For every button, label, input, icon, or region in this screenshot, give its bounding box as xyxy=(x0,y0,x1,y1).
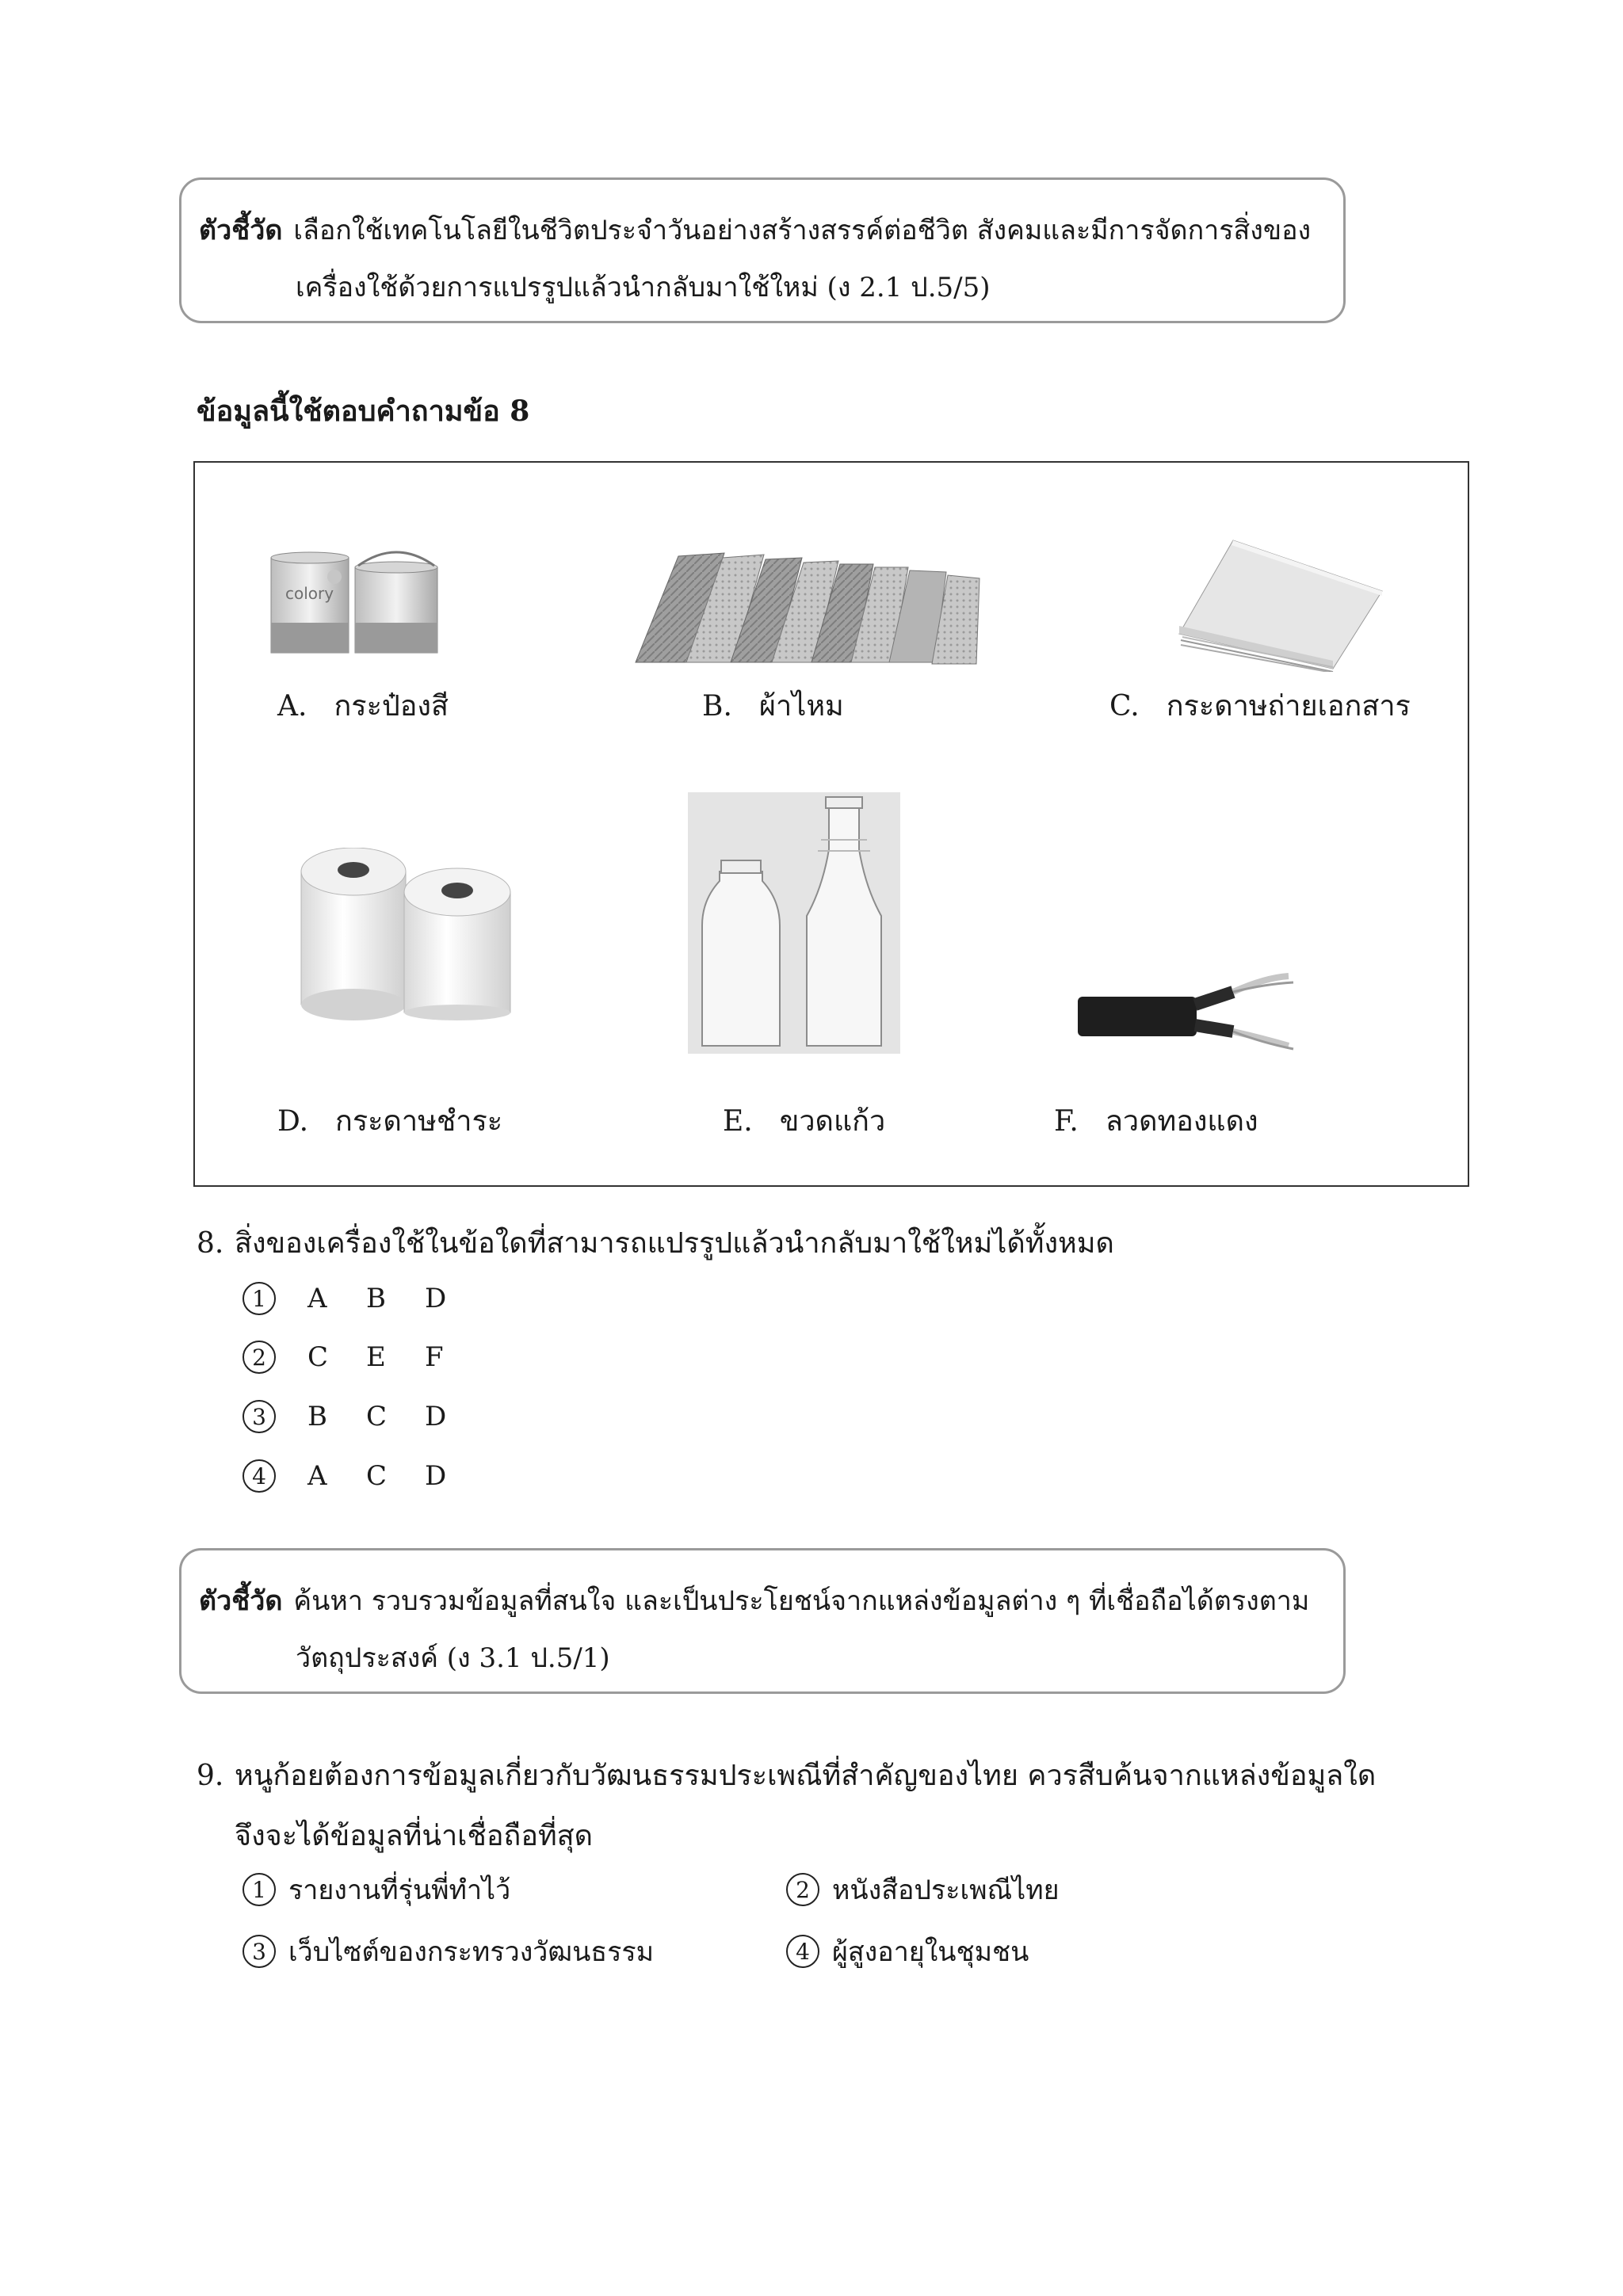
item-caption-f: F. ลวดทองแดง xyxy=(1054,1105,1258,1138)
glass-bottles-image xyxy=(688,792,900,1054)
silk-cloth-image xyxy=(631,540,983,667)
choice-number-circle: 3 xyxy=(242,1400,276,1433)
q9-choice-3[interactable] xyxy=(242,1930,654,1973)
indicator-label: ตัวชี้วัด xyxy=(199,1585,283,1617)
indicator-label: ตัวชี้วัด xyxy=(199,215,283,246)
indicator-box-1 xyxy=(179,177,1346,323)
question-9-line-1: หนูก้อยต้องการข้อมูลเกี่ยวกับวัฒนธรรมประเพณีที่สำคัญของไทย ควรสืบค้นจากแหล่งข้อมูลใด xyxy=(235,1760,1377,1792)
q9-choice-4[interactable] xyxy=(786,1930,1029,1973)
indicator-line-2: เครื่องใช้ด้วยการแปรรูปแล้วนำกลับมาใช้ใหม่ (ง 2.1 ป.5/5) xyxy=(296,272,991,303)
item-caption-b: B. ผ้าไหม xyxy=(702,690,844,723)
indicator-text: เลือกใช้เทคโนโลยีในชีวิตประจำวันอย่างสร้างสรรค์ต่อชีวิต สังคมและมีการจัดการสิ่งของ xyxy=(293,215,1312,246)
item-caption-e: E. ขวดแก้ว xyxy=(723,1105,886,1138)
toilet-paper-image xyxy=(298,848,514,1020)
choice-number-circle: 3 xyxy=(242,1935,276,1968)
indicator-line-1 xyxy=(199,202,1324,259)
choice-text: ผู้สูงอายุในชุมชน xyxy=(832,1936,1029,1968)
question-8: 8. สิ่งของเครื่องใช้ในข้อใดที่สามารถแปรรูปแล้วนำกลับมาใช้ใหม่ได้ทั้งหมด xyxy=(197,1227,1114,1260)
brand-label: colory xyxy=(285,584,334,603)
question-8-text: สิ่งของเครื่องใช้ในข้อใดที่สามารถแปรรูปแล้วนำกลับมาใช้ใหม่ได้ทั้งหมด xyxy=(235,1227,1114,1260)
indicator-line-1 xyxy=(199,1573,1324,1630)
item-caption-a: A. กระป๋องสี xyxy=(277,690,449,723)
question-9-line-2: จึงจะได้ข้อมูลที่น่าเชื่อถือที่สุด xyxy=(235,1820,594,1852)
choice-number-circle: 1 xyxy=(242,1873,276,1906)
figure-panel xyxy=(193,461,1469,1187)
item-caption-c: C. กระดาษถ่ายเอกสาร xyxy=(1109,690,1411,723)
indicator-text: ค้นหา รวบรวมข้อมูลที่สนใจ และเป็นประโยชน์จากแหล่งข้อมูลต่าง ๆ ที่เชื่อถือได้ตรงตาม xyxy=(293,1585,1310,1617)
info-heading: ข้อมูลนี้ใช้ตอบคำถามข้อ 8 xyxy=(197,395,530,428)
q8-choice-2[interactable]: 2 C E F xyxy=(242,1337,483,1377)
choice-number-circle: 4 xyxy=(242,1459,276,1493)
copy-paper-image xyxy=(1178,532,1385,672)
q8-choice-4[interactable]: 4 A C D xyxy=(242,1456,483,1496)
question-9: 9. หนูก้อยต้องการข้อมูลเกี่ยวกับวัฒนธรรมประเพณีที่สำคัญของไทย ควรสืบค้นจากแหล่งข้อมูลใด xyxy=(197,1760,1377,1792)
q9-choice-1[interactable] xyxy=(242,1868,510,1911)
indicator-line-2: วัตถุประสงค์ (ง 3.1 ป.5/1) xyxy=(296,1642,610,1674)
choice-text: หนังสือประเพณีไทย xyxy=(832,1875,1060,1906)
choice-number-circle: 4 xyxy=(786,1935,819,1968)
q8-choice-3[interactable]: 3 B C D xyxy=(242,1397,483,1436)
q8-choice-1[interactable]: 1 A B D xyxy=(242,1279,483,1318)
choice-number-circle: 2 xyxy=(242,1341,276,1374)
choice-number-circle: 1 xyxy=(242,1282,276,1315)
item-caption-d: D. กระดาษชำระ xyxy=(277,1105,503,1138)
indicator-box-2 xyxy=(179,1548,1346,1694)
paint-can-image xyxy=(265,550,444,656)
choice-text: รายงานที่รุ่นพี่ทำไว้ xyxy=(288,1875,511,1906)
choice-number-circle: 2 xyxy=(786,1873,819,1906)
q9-choice-2[interactable] xyxy=(786,1868,1060,1911)
choice-text: เว็บไซต์ของกระทรวงวัฒนธรรม xyxy=(288,1936,655,1968)
copper-wire-image xyxy=(1078,970,1300,1054)
